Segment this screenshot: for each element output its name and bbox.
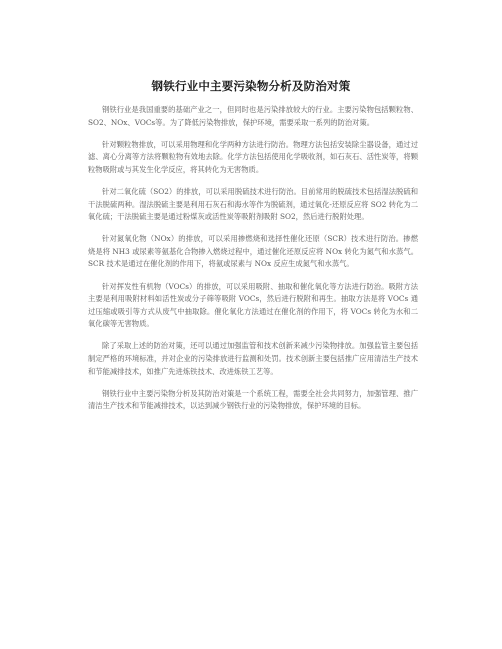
- paragraph-intro: 钢铁行业是我国重要的基础产业之一，但同时也是污染排放较大的行业。主要污染物包括颗粒物、SO2、NOx、VOCs等。为了降低污染物排放，保护环境，需要采取一系列的防治对策。: [88, 105, 418, 127]
- document-title: 钢铁行业中主要污染物分析及防治对策: [151, 79, 351, 93]
- paragraph-regulation: 除了采取上述的防治对策，还可以通过加强监管和技术创新来减少污染物排放。加强监管主要包括制定严格的环境标准，并对企业的污染排放进行监测和处罚。技术创新主要包括推广应用清洁生产技术和节能减排技术，如推广先进炼铁技术、改进炼铁工艺等。: [88, 341, 418, 376]
- paragraph-nox: 针对氮氧化物（NOx）的排放，可以采用掺燃烧和选择性催化还原（SCR）技术进行防治。掺燃烧是将 NH3 或尿素等氨基化合物掺入燃烧过程中，通过催化还原反应将 NOx 转化为氮气和水蒸气。SCR 技术是通过在催化剂的作用下，将氨或尿素与 NOx 反应生成氮气和水蒸气。: [88, 234, 418, 269]
- paragraph-vocs: 针对挥发性有机物（VOCs）的排放，可以采用吸附、抽取和催化氧化等方法进行防治。吸附方法主要是利用吸附材料如活性炭或分子筛等吸附 VOCs，然后进行脱附和再生。抽取方法是将 VOCs 通过压缩或吸引等方式从废气中抽取除。催化氧化方法通过在催化剂的作用下，将 VOCs 转化为水和二氧化碳等无害物质。: [88, 281, 418, 329]
- document-body: [88, 104, 418, 422]
- paragraph-particulates: 针对颗粒物排放，可以采用物理和化学两种方法进行防治。物理方法包括安装除尘器设备，通过过滤、离心分离等方法将颗粒物有效地去除。化学方法包括使用化学吸收剂，如石灰石、活性炭等，将颗粒物吸附或与其发生化学反应，将其转化为无害物质。: [88, 139, 418, 174]
- paragraph-so2: 针对二氧化硫（SO2）的排放，可以采用脱硫技术进行防治。目前常用的脱硫技术包括湿法脱硫和干法脱硫两种。湿法脱硫主要是利用石灰石和海水等作为脱硫剂，通过氧化-还原反应将 SO2 转化为二氧化硫；干法脱硫主要是通过粉煤灰或活性炭等吸附剂吸附 SO2，然后进行脱附处理。: [88, 186, 418, 222]
- paragraph-conclusion: 钢铁行业中主要污染物分析及其防治对策是一个系统工程，需要全社会共同努力，加强管理、推广清洁生产技术和节能减排技术，以达到减少钢铁行业的污染物排放，保护环境的目标。: [88, 388, 418, 411]
